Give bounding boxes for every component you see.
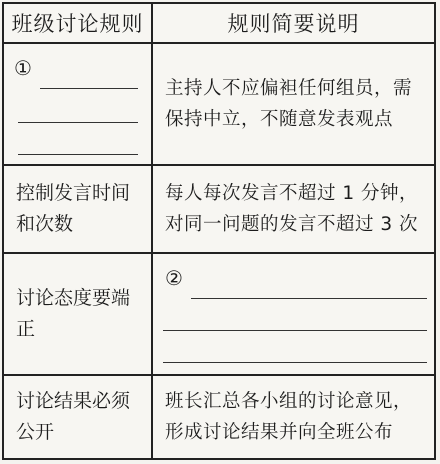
row3-rule: 讨论态度要端正 (16, 287, 131, 340)
fill-line (18, 122, 138, 123)
rules-table (2, 2, 436, 460)
row3-description-blank (153, 254, 434, 374)
fill-line (40, 88, 138, 89)
fill-line (163, 330, 427, 331)
fill-line (191, 298, 427, 299)
header-description: 规则简要说明 (227, 12, 360, 36)
blank-number-1: ① (14, 56, 32, 80)
row4-rule: 讨论结果必须公开 (16, 390, 131, 443)
blank-number-2: ② (165, 266, 183, 290)
row4-description: 班长汇总各小组的讨论意见，形成讨论结果并向全班公布 (165, 391, 413, 443)
header-rule: 班级讨论规则 (11, 12, 144, 36)
row1-rule-blank (4, 44, 151, 164)
row2-description: 每人每次发言不超过 1 分钟，对同一问题的发言不超过 3 次 (165, 183, 419, 235)
fill-line (18, 154, 138, 155)
fill-line (163, 362, 427, 363)
row1-description: 主持人不应偏袒任何组员，需保持中立，不随意发表观点 (165, 78, 413, 130)
row2-rule: 控制发言时间和次数 (16, 182, 131, 235)
